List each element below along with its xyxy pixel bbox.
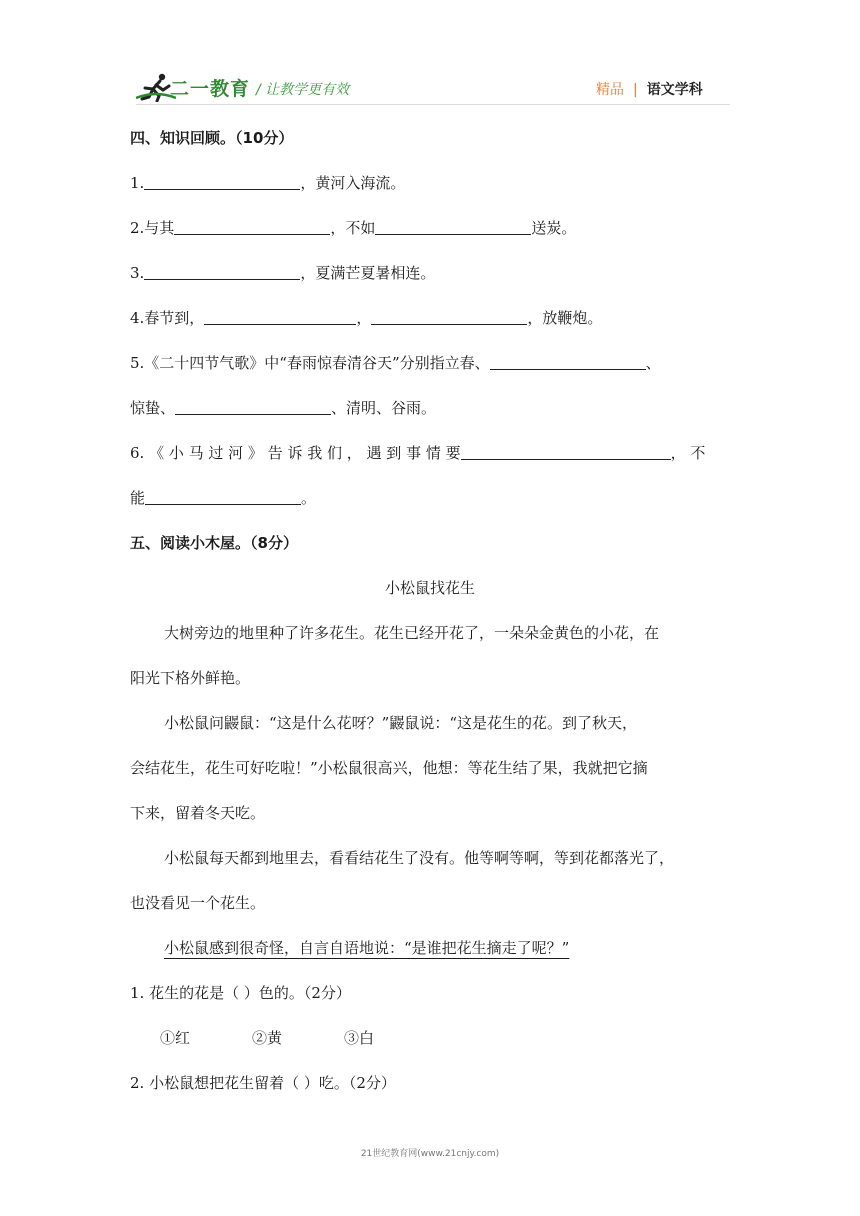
q6-text-cont: 能 [130,489,146,507]
story-paragraph-3-line-1: 小松鼠每天都到地里去，看看结花生了没有。他等啊等啊，等到花都落光了， [164,849,675,867]
answer-blank[interactable] [204,308,356,325]
q3-text: ，夏满芒夏暑相连。 [300,264,436,282]
q1-text: ，黄河入海流。 [300,174,406,192]
question-4-5-line2 [130,398,436,418]
answer-blank[interactable] [490,353,646,370]
q5-text-end: 、清明、谷雨。 [331,399,437,417]
question-4-3 [130,263,435,283]
answer-blank[interactable] [144,173,300,190]
story-title: 小松鼠找花生 [384,579,475,597]
question-1-options [160,1028,374,1048]
answer-blank[interactable] [144,263,300,280]
q6-text-start: 6. 《 小 马 过 河 》 告 诉 我 们 ， 遇 到 事 情 要 [130,444,461,462]
question-4-1 [130,173,405,193]
question-4-6-line1 [130,443,705,463]
quality-tag: 精品 [596,82,624,98]
header-right [596,79,703,99]
answer-blank[interactable] [145,488,301,505]
q6-text-end: 。 [301,489,317,507]
section4-title: 四、知识回顾。（10分） [130,129,294,147]
q2-text-mid: ，不如 [330,219,376,237]
reading-question-1: 1. 花生的花是（ ）色的。（2分） [130,984,351,1002]
story-paragraph-4: 小松鼠感到很奇怪，自言自语地说：“是谁把花生摘走了呢？” [164,939,570,957]
story-paragraph-2-line-2: 会结花生，花生可好吃啦！”小松鼠很高兴，他想：等花生结了果，我就把它摘 [130,759,648,777]
section5-title: 五、阅读小木屋。（8分） [130,534,298,552]
answer-blank[interactable] [175,398,331,415]
story-paragraph-2-line-1: 小松鼠问鼹鼠：“这是什么花呀？”鼹鼠说：“这是花生的花。到了秋天， [164,714,638,732]
q5-text-start: 5.《二十四节气歌》中“春雨惊春清谷天”分别指立春、 [130,354,490,372]
q5-punct: 、 [645,354,661,372]
question-4-5-line1 [130,353,661,373]
answer-blank[interactable] [371,308,527,325]
header-divider [136,104,730,105]
story-paragraph-3-line-2: 也没看见一个花生。 [130,894,266,912]
question-4-4 [130,308,602,328]
question-4-6-line2 [130,488,316,508]
q4-text-end: ，放鞭炮。 [527,309,603,327]
answer-blank[interactable] [174,218,330,235]
q6-text-mid: ， 不 [670,444,706,462]
answer-blank[interactable] [375,218,531,235]
q1-number: 1. [130,174,145,192]
q4-text-start: 4.春节到， [130,309,205,327]
brand-name: 二一教育 [170,78,251,100]
slogan: / 让教学更有效 [256,82,350,98]
page-footer: 21世纪教育网(www.21cnjy.com) [360,1149,500,1159]
page-header [0,0,860,110]
q5-text-cont: 惊蛰、 [130,399,176,417]
story-paragraph-1-line-2: 阳光下格外鲜艳。 [130,669,251,687]
header-separator: | [633,82,638,98]
subject-label: 语文学科 [646,82,703,98]
q2-text-start: 2.与其 [130,219,175,237]
story-paragraph-1-line-1: 大树旁边的地里种了许多花生。花生已经开花了，一朵朵金黄色的小花，在 [164,624,660,642]
option-yellow[interactable]: ②黄 [252,1029,283,1047]
q2-text-end: 送炭。 [531,219,577,237]
q3-number: 3. [130,264,145,282]
question-4-2 [130,218,576,238]
option-white[interactable]: ③白 [344,1029,375,1047]
q4-text-mid: ， [356,309,372,327]
story-paragraph-2-line-3: 下来，留着冬天吃。 [130,804,266,822]
reading-question-2: 2. 小松鼠想把花生留着（ ）吃。（2分） [130,1074,396,1092]
answer-blank[interactable] [461,443,671,460]
option-red[interactable]: ①红 [160,1029,191,1047]
